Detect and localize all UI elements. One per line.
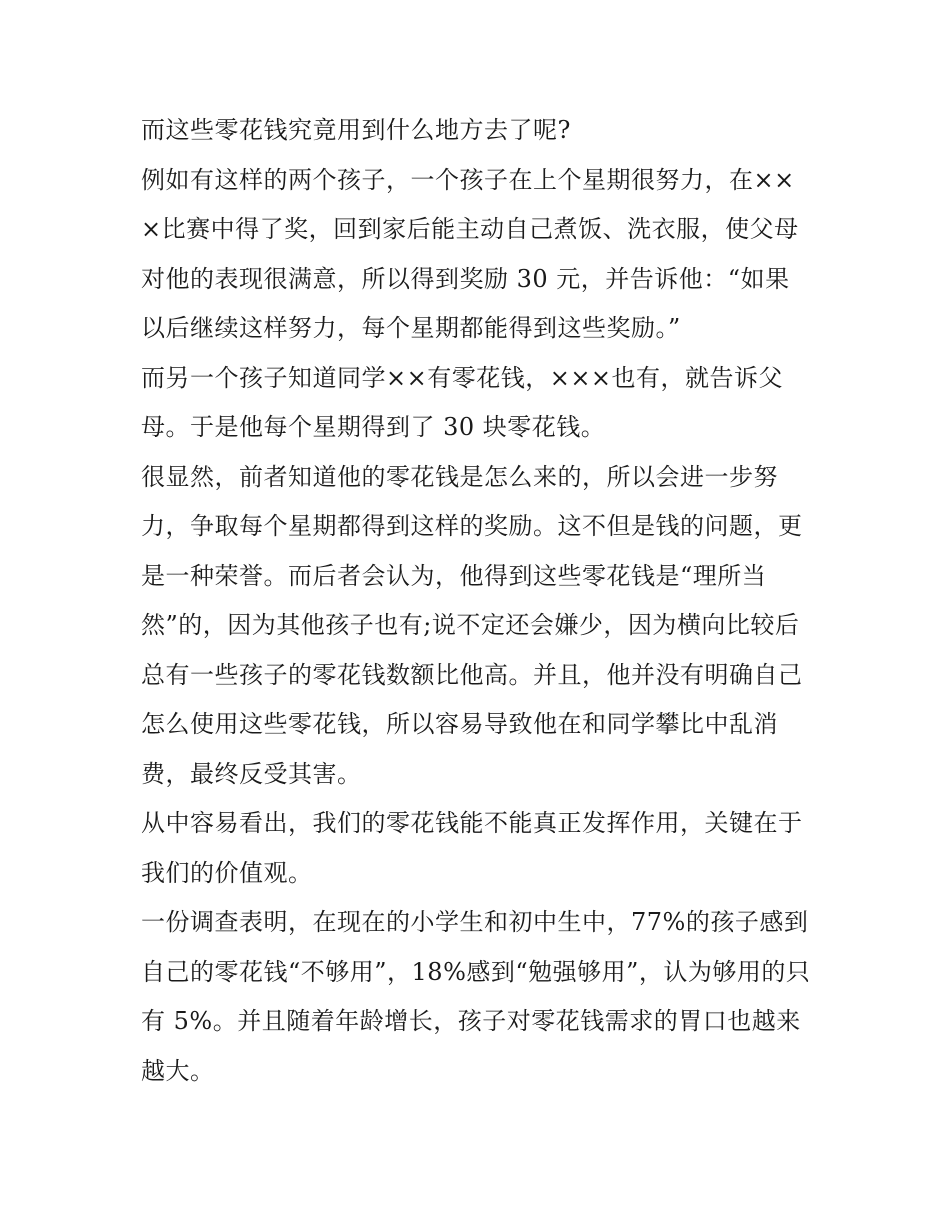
paragraph-5: 从中容易看出，我们的零花钱能不能真正发挥作用，关键在于我们的价值观。 (141, 809, 803, 887)
document-body (141, 106, 813, 1096)
paragraph-3: 而另一个孩子知道同学××有零花钱，×××也有，就告诉父母。于是他每个星期得到了 30 块零花钱。 (141, 363, 784, 441)
paragraph-1: 而这些零花钱究竟用到什么地方去了呢? (141, 116, 571, 144)
paragraph-4: 很显然，前者知道他的零花钱是怎么来的，所以会进一步努力，争取每个星期都得到这样的奖励。这不但是钱的问题，更是一种荣誉。而后者会认为，他得到这些零花钱是“理所当然”的，因为其他孩子也有;说不定还会嫌少，因为横向比较后总有一些孩子的零花钱数额比他高。并且，他并没有明确自己怎么使用这些零花钱，所以容易导致他在和同学攀比中乱消费，最终反受其害。 (141, 462, 803, 788)
paragraph-2: 例如有这样的两个孩子，一个孩子在上个星期很努力，在×××比赛中得了奖，回到家后能主动自己煮饭、洗衣服，使父母对他的表现很满意，所以得到奖励 30 元，并告诉他：“如果以后继续这样努力，每个星期都能得到这些奖励。” (141, 165, 799, 342)
paragraph-6: 一份调查表明，在现在的小学生和初中生中，77%的孩子感到自己的零花钱“不够用”，18%感到“勉强够用”，认为够用的只有 5%。并且随着年龄增长，孩子对零花钱需求的胃口也越来越大。 (141, 908, 811, 1085)
